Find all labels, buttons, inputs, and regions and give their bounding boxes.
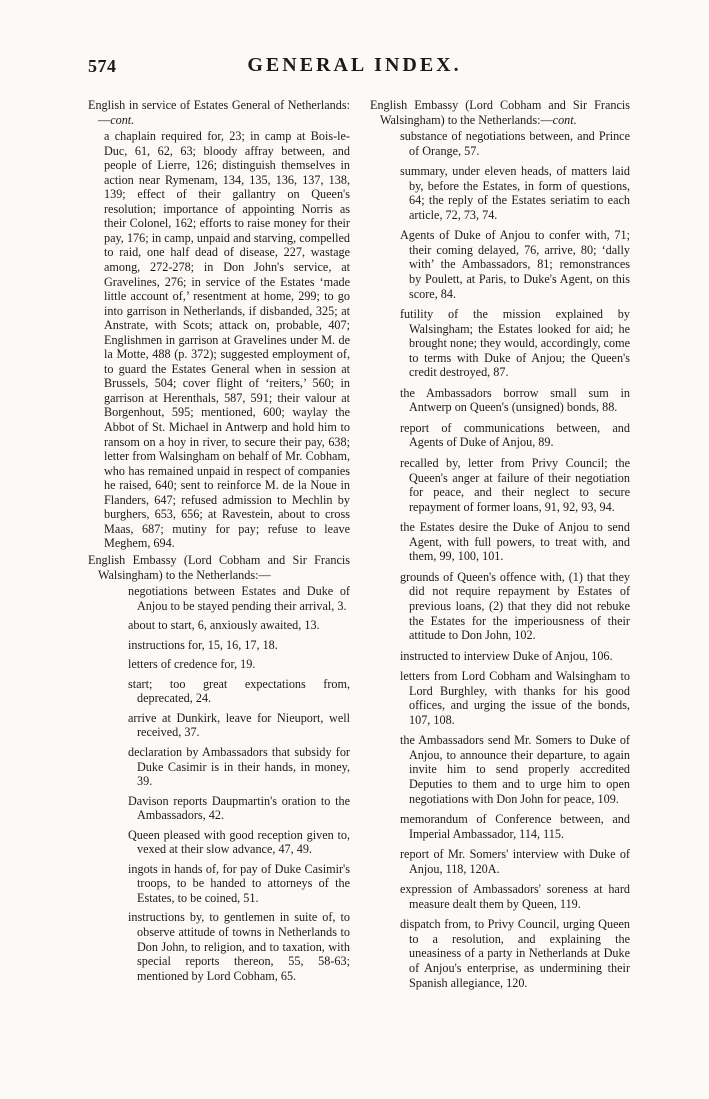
index-subentry: summary, under eleven heads, of matters laid by, before the Estates, in form of questions, 64; the reply of the Estates seriatim to each article, 72, 73, 74. — [400, 164, 630, 222]
index-subentry: grounds of Queen's offence with, (1) that they did not require repayment by Estates of previous loans, (2) that they did not rebuke the Estates for the imperiousness of their attitude to Don John, 102. — [400, 569, 630, 643]
index-subentry: instructions for, 15, 16, 17, 18. — [128, 637, 278, 652]
index-subentry: instructions by, to gentlemen in suite of, to observe attitude of towns in Netherlands to Don John, to religion, and to taxation, with special reports thereon, 55, 58-63; mentioned by Lord Cobham, 65. — [128, 910, 350, 983]
index-subentry: report of communications between, and Agents of Duke of Anjou, 89. — [400, 420, 630, 450]
index-subentry: ingots in hands of, for pay of Duke Casimir's troops, to be handed to attorneys of the Estates, to be coined, 51. — [128, 861, 350, 905]
cont-marker: cont. — [110, 112, 135, 127]
index-entry-body: a chaplain required for, 23; in camp at Bois-le-Duc, 61, 62, 63; bloody affray between, and people of Lierre, 126; distinguish themselves in action near Rymenam, 134, 135, 136, 137, 138, 139; effect of their gallantry on Queen's resolution; importance of appointing Norris as their Colonel, 162; efforts to raise money for their pay, 176; in camp, unpaid and starving, compelled to raid, one half dead of disease, 227, wastage among, 272-278; in Don John's service, at Gravelines, 276; in service of the Estates ‘made little account of,’ resentment at home, 299; to go into garrison in Netherlands, if disbanded, 325; at Anstrate, with Scots; attack on, probable, 407; Englishmen in garrison at Gravelines under M. de la Motte, 488 (p. 372); suggested employment of, to guard the Estates General when in session at Brussels, 504; cover flight of ‘reiters,’ 560; in garrison at Herenthals, 587, 591; their valour at Borgenhout, 595; mentioned, 600; waylay the Abbot of St. Michael in Antwerp and hold him to ransom on a hoy in river, to secure their pay, 638; letter from Walsingham on behalf of Mr. Cobham, who has remained unpaid in respect of companies he raised, 640; sent to reinforce M. de la Noue in Flanders, 647; refused admission to Mechlin by burghers, 653, 656; at Ravestein, about to cross Maas, 687; mutiny for pay; refuse to leave Meghem, 694. — [104, 129, 350, 551]
index-subentry: Agents of Duke of Anjou to confer with, 71; their coming delayed, 76, arrive, 80; ‘dally with’ the Ambassadors, 81; remonstrances by Poulett, at Paris, to Duke's Agent, on this score, 84. — [400, 228, 630, 301]
page-number: 574 — [88, 56, 117, 76]
index-subentry: instructed to interview Duke of Anjou, 106. — [400, 648, 613, 663]
index-entry-heading — [88, 98, 350, 127]
index-subentry: memorandum of Conference between, and Imperial Ambassador, 114, 115. — [400, 812, 630, 841]
right-column — [370, 98, 630, 996]
entry-heading-text: English Embassy (Lord Cobham and Sir Francis Walsingham) to the Netherlands:— — [370, 98, 630, 127]
index-subentry: declaration by Ambassadors that subsidy for Duke Casimir is in their hands, in money, 39. — [128, 744, 350, 789]
index-subentry: expression of Ambassadors' soreness at hard measure dealt them by Queen, 119. — [400, 882, 630, 911]
index-subentry: Queen pleased with good reception given to, vexed at their slow advance, 47, 49. — [128, 827, 350, 857]
index-subentry: start; too great expectations from, deprecated, 24. — [128, 676, 350, 706]
index-subentry: negotiations between Estates and Duke of Anjou to be stayed pending their arrival, 3. — [128, 584, 350, 613]
index-subentry: the Ambassadors borrow small sum in Antwerp on Queen's (unsigned) bonds, 88. — [400, 385, 630, 415]
index-entry-heading — [370, 98, 630, 127]
index-subentry: report of Mr. Somers' interview with Duke of Anjou, 118, 120A. — [400, 847, 630, 876]
entry-heading-text: English in service of Estates General of Netherlands:— — [88, 98, 350, 127]
cont-marker: cont. — [552, 112, 577, 127]
index-subentry: the Estates desire the Duke of Anjou to send Agent, with full powers, to treat with, and them, 99, 100, 101. — [400, 520, 630, 564]
index-subentry: futility of the mission explained by Walsingham; the Estates looked for aid; he brought none; they would, accordingly, come to terms with Duke of Anjou; the Queen's credit destroyed, 87. — [400, 307, 630, 380]
index-subentry: the Ambassadors send Mr. Somers to Duke of Anjou, to announce their departure, to again invite him to send properly accredited Deputies to them and to urge him to open negotiations with Don John for peace, 109. — [400, 733, 630, 806]
page-header — [0, 52, 709, 82]
index-subentry: substance of negotiations between, and Prince of Orange, 57. — [400, 129, 630, 158]
index-subentry: recalled by, letter from Privy Council; the Queen's anger at failure of their negotiation for peace, and their neglect to secure repayment of former loans, 91, 92, 93, 94. — [400, 456, 630, 514]
index-subentry: about to start, 6, anxiously awaited, 13. — [128, 618, 320, 633]
left-column — [88, 98, 350, 988]
index-subentry: arrive at Dunkirk, leave for Nieuport, well received, 37. — [128, 710, 350, 740]
index-entry-heading: English Embassy (Lord Cobham and Sir Francis Walsingham) to the Netherlands:— — [88, 552, 350, 582]
index-subentry: Davison reports Daupmartin's oration to the Ambassadors, 42. — [128, 793, 350, 823]
index-subentry: letters of credence for, 19. — [128, 657, 256, 672]
index-subentry: letters from Lord Cobham and Walsingham to Lord Burghley, with thanks for his good offices, and urging the issue of the bonds, 107, 108. — [400, 669, 630, 727]
index-subentry: dispatch from, to Privy Council, urging Queen to a resolution, and explaining the uneasiness of a party in Netherlands at Duke of Anjou's enterprise, as undermining their Spanish allegiance, 120. — [400, 917, 630, 990]
running-title: GENERAL INDEX. — [247, 54, 462, 76]
